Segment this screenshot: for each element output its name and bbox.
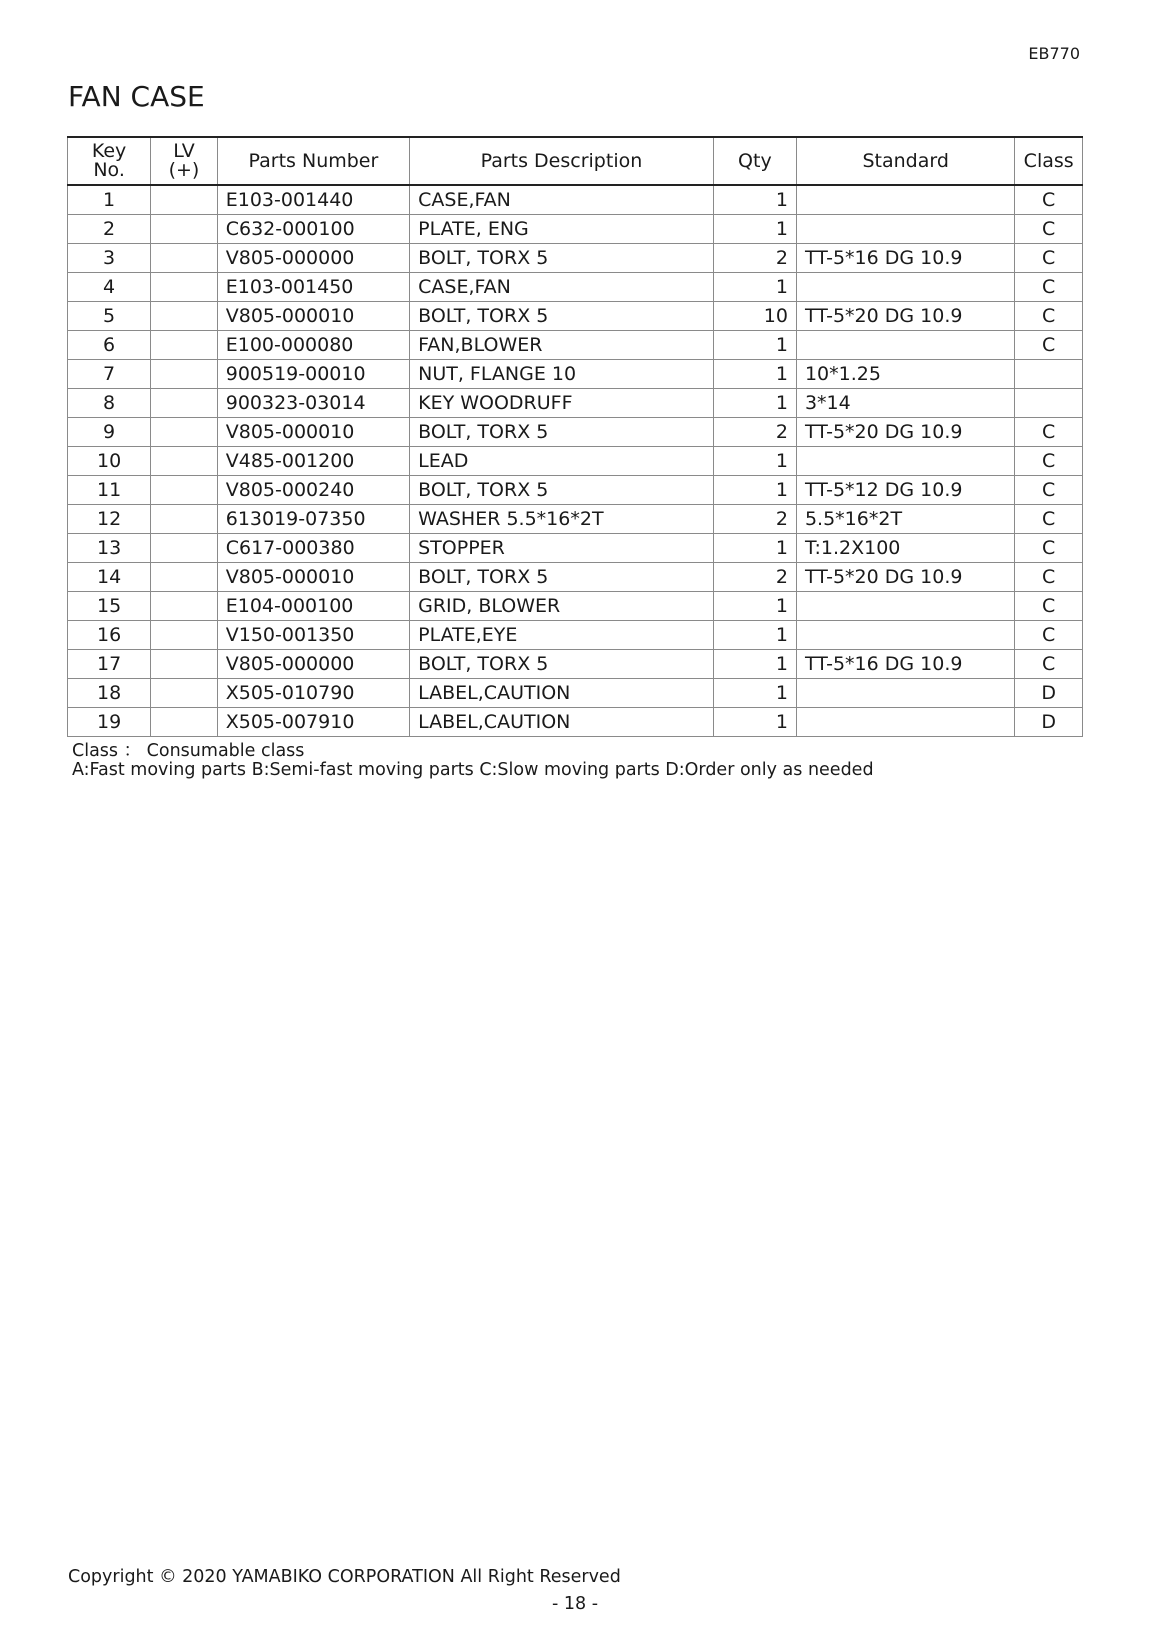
cell-lv [151,360,218,389]
column-header-standard: Standard [796,137,1014,185]
cell-lv [151,331,218,360]
cell-parts-number: V150-001350 [217,621,409,650]
cell-lv [151,185,218,215]
cell-standard: TT-5*16 DG 10.9 [796,650,1014,679]
table-row [68,505,1083,534]
cell-class: C [1015,650,1083,679]
cell-qty: 1 [713,360,796,389]
cell-qty: 2 [713,418,796,447]
cell-parts-description: WASHER 5.5*16*2T [410,505,714,534]
column-header-key-line2: No. [93,159,125,181]
cell-class [1015,360,1083,389]
cell-class [1015,389,1083,418]
cell-class: C [1015,215,1083,244]
column-header-lv-line2: (+) [168,159,200,181]
cell-standard: TT-5*20 DG 10.9 [796,563,1014,592]
cell-parts-number: 900323-03014 [217,389,409,418]
cell-parts-number: V805-000010 [217,302,409,331]
cell-lv [151,650,218,679]
cell-parts-number: C617-000380 [217,534,409,563]
cell-key-no: 15 [68,592,151,621]
cell-standard [796,621,1014,650]
cell-qty: 1 [713,273,796,302]
cell-key-no: 10 [68,447,151,476]
cell-parts-number: V805-000010 [217,563,409,592]
table-row [68,273,1083,302]
cell-parts-number: E104-000100 [217,592,409,621]
column-header-parts-number: Parts Number [217,137,409,185]
table-row [68,708,1083,737]
cell-parts-description: PLATE,EYE [410,621,714,650]
class-legend [72,742,874,780]
cell-class: C [1015,185,1083,215]
cell-parts-number: 900519-00010 [217,360,409,389]
cell-key-no: 11 [68,476,151,505]
cell-qty: 1 [713,215,796,244]
cell-qty: 2 [713,505,796,534]
cell-parts-description: NUT, FLANGE 10 [410,360,714,389]
section-title: FAN CASE [68,80,205,113]
cell-parts-description: BOLT, TORX 5 [410,476,714,505]
cell-key-no: 7 [68,360,151,389]
cell-standard: TT-5*12 DG 10.9 [796,476,1014,505]
cell-class: C [1015,302,1083,331]
cell-parts-description: BOLT, TORX 5 [410,418,714,447]
cell-key-no: 13 [68,534,151,563]
cell-qty: 1 [713,331,796,360]
cell-key-no: 5 [68,302,151,331]
cell-standard [796,679,1014,708]
cell-parts-description: CASE,FAN [410,185,714,215]
cell-parts-description: LABEL,CAUTION [410,679,714,708]
cell-parts-description: BOLT, TORX 5 [410,650,714,679]
table-row [68,534,1083,563]
cell-class: C [1015,534,1083,563]
cell-lv [151,592,218,621]
table-row [68,389,1083,418]
cell-parts-description: BOLT, TORX 5 [410,302,714,331]
cell-parts-number: 613019-07350 [217,505,409,534]
cell-class: C [1015,418,1083,447]
cell-class: C [1015,592,1083,621]
cell-key-no: 3 [68,244,151,273]
cell-standard: 3*14 [796,389,1014,418]
table-row [68,650,1083,679]
cell-standard: 10*1.25 [796,360,1014,389]
cell-class: C [1015,621,1083,650]
cell-key-no: 14 [68,563,151,592]
table-row [68,621,1083,650]
cell-parts-number: C632-000100 [217,215,409,244]
cell-parts-number: V805-000010 [217,418,409,447]
column-header-key-no [68,137,151,185]
cell-standard: T:1.2X100 [796,534,1014,563]
cell-standard [796,592,1014,621]
legend-line-2: A:Fast moving parts B:Semi-fast moving parts C:Slow moving parts D:Order only as needed [72,760,874,780]
table-row [68,185,1083,215]
column-header-class: Class [1015,137,1083,185]
table-row [68,302,1083,331]
cell-standard [796,331,1014,360]
cell-parts-number: V485-001200 [217,447,409,476]
cell-standard: 5.5*16*2T [796,505,1014,534]
cell-parts-description: STOPPER [410,534,714,563]
cell-parts-description: LABEL,CAUTION [410,708,714,737]
cell-key-no: 4 [68,273,151,302]
cell-lv [151,505,218,534]
cell-class: C [1015,476,1083,505]
cell-qty: 1 [713,447,796,476]
table-header-row [68,137,1083,185]
cell-lv [151,273,218,302]
cell-parts-number: V805-000240 [217,476,409,505]
cell-parts-description: BOLT, TORX 5 [410,244,714,273]
cell-parts-number: E103-001450 [217,273,409,302]
cell-key-no: 18 [68,679,151,708]
cell-class: C [1015,244,1083,273]
cell-lv [151,302,218,331]
page-number: - 18 - [551,1594,599,1614]
cell-parts-description: GRID, BLOWER [410,592,714,621]
cell-standard [796,215,1014,244]
cell-key-no: 2 [68,215,151,244]
column-header-qty: Qty [713,137,796,185]
cell-qty: 1 [713,534,796,563]
cell-parts-description: FAN,BLOWER [410,331,714,360]
cell-key-no: 1 [68,185,151,215]
table-row [68,418,1083,447]
cell-parts-number: E103-001440 [217,185,409,215]
cell-lv [151,447,218,476]
cell-qty: 1 [713,476,796,505]
cell-lv [151,418,218,447]
cell-qty: 1 [713,650,796,679]
cell-lv [151,621,218,650]
cell-parts-description: BOLT, TORX 5 [410,563,714,592]
table-row [68,244,1083,273]
cell-qty: 1 [713,592,796,621]
cell-parts-number: V805-000000 [217,244,409,273]
cell-lv [151,534,218,563]
column-header-lv-line1: LV [173,140,195,162]
cell-key-no: 17 [68,650,151,679]
cell-class: D [1015,679,1083,708]
cell-standard: TT-5*20 DG 10.9 [796,418,1014,447]
cell-lv [151,215,218,244]
table-row [68,360,1083,389]
cell-key-no: 8 [68,389,151,418]
cell-standard [796,273,1014,302]
parts-table [67,136,1083,737]
parts-table-body [68,185,1083,737]
cell-standard [796,447,1014,476]
cell-qty: 10 [713,302,796,331]
cell-lv [151,708,218,737]
cell-key-no: 9 [68,418,151,447]
cell-key-no: 12 [68,505,151,534]
cell-qty: 2 [713,244,796,273]
table-row [68,563,1083,592]
cell-parts-number: V805-000000 [217,650,409,679]
cell-class: D [1015,708,1083,737]
cell-class: C [1015,331,1083,360]
column-header-lv [151,137,218,185]
cell-lv [151,563,218,592]
cell-parts-number: X505-010790 [217,679,409,708]
table-row [68,331,1083,360]
cell-qty: 1 [713,708,796,737]
legend-line-1: Class ： Consumable class [72,741,305,761]
cell-parts-description: CASE,FAN [410,273,714,302]
cell-standard [796,708,1014,737]
cell-class: C [1015,505,1083,534]
cell-parts-description: KEY WOODRUFF [410,389,714,418]
cell-parts-description: PLATE, ENG [410,215,714,244]
cell-class: C [1015,563,1083,592]
cell-key-no: 6 [68,331,151,360]
table-row [68,215,1083,244]
column-header-key-line1: Key [91,140,127,162]
cell-lv [151,679,218,708]
copyright-text: Copyright © 2020 YAMABIKO CORPORATION All Right Reserved [68,1567,621,1587]
cell-standard: TT-5*20 DG 10.9 [796,302,1014,331]
cell-parts-number: X505-007910 [217,708,409,737]
cell-class: C [1015,273,1083,302]
table-row [68,476,1083,505]
cell-key-no: 19 [68,708,151,737]
cell-class: C [1015,447,1083,476]
cell-standard [796,185,1014,215]
cell-lv [151,389,218,418]
cell-parts-number: E100-000080 [217,331,409,360]
cell-standard: TT-5*16 DG 10.9 [796,244,1014,273]
cell-key-no: 16 [68,621,151,650]
model-code: EB770 [1028,44,1080,63]
cell-lv [151,244,218,273]
table-row [68,679,1083,708]
column-header-parts-description: Parts Description [410,137,714,185]
cell-parts-description: LEAD [410,447,714,476]
cell-qty: 1 [713,389,796,418]
cell-qty: 1 [713,679,796,708]
cell-qty: 1 [713,185,796,215]
cell-lv [151,476,218,505]
table-row [68,447,1083,476]
cell-qty: 2 [713,563,796,592]
table-row [68,592,1083,621]
cell-qty: 1 [713,621,796,650]
